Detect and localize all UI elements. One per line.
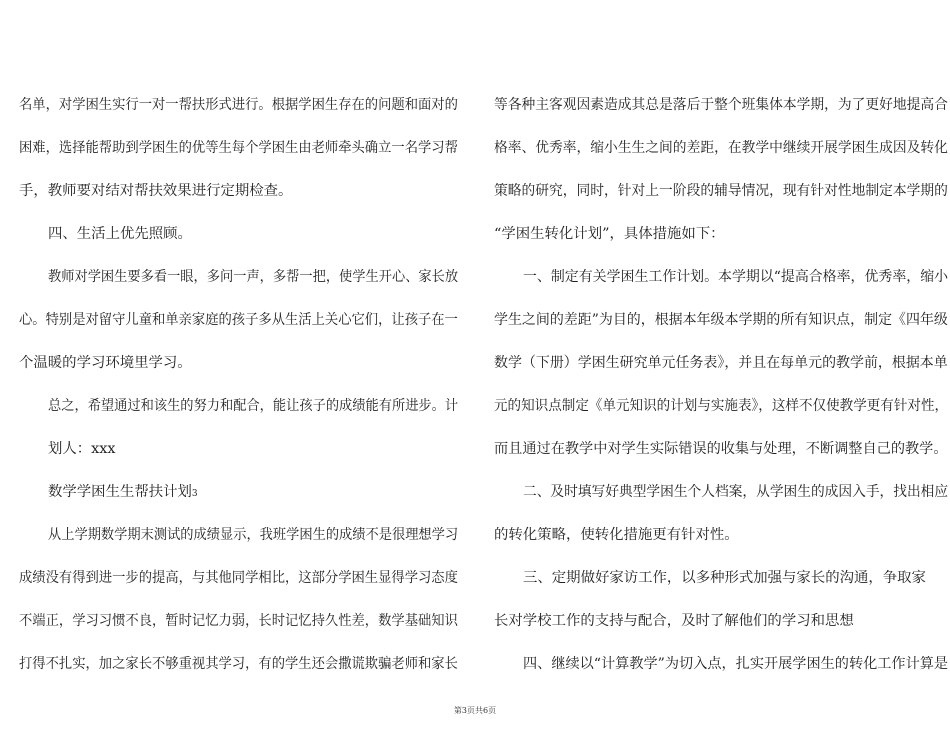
text-line: 困难，选择能帮助到学困生的优等生每个学困生由老师牵头确立一名学习帮 <box>19 140 458 156</box>
text-line: 手，教师要对结对帮扶效果进行定期检查。 <box>19 183 293 199</box>
text-line: 一、制定有关学困生工作计划。本学期以“提高合格率，优秀率，缩小 <box>523 269 949 285</box>
text-line: 个温暖的学习环境里学习。 <box>19 355 192 371</box>
text-line: 策略的研究，同时，针对上一阶段的辅导情况，现有针对性地制定本学期的 <box>494 183 948 199</box>
document-title <box>48 483 198 501</box>
text-line: 四、继续以“计算教学”为切入点，扎实开展学困生的转化工作计算是 <box>523 656 949 672</box>
text-line: 三、定期做好家访工作，以多种形式加强与家长的沟通，争取家 <box>523 570 926 586</box>
text-line: 二、及时填写好典型学困生个人档案，从学困生的成因入手，找出相应 <box>523 484 949 500</box>
text-line: 元的知识点制定《单元知识的计划与实施表》，这样不仅使教学更有针对性， <box>494 398 949 414</box>
left-column <box>0 0 460 700</box>
document-title-number: 3 <box>191 489 198 499</box>
section-heading: 四、生活上优先照顾。 <box>48 226 192 242</box>
text-line: “学困生转化计划”，具体措施如下： <box>494 226 725 242</box>
text-line: 长对学校工作的支持与配合，及时了解他们的学习和思想 <box>494 613 854 629</box>
text-line: 心。特别是对留守儿童和单亲家庭的孩子多从生活上关心它们，让孩子在一 <box>19 312 458 328</box>
text-line: 成绩没有得到进一步的提高，与其他同学相比，这部分学困生显得学习态度 <box>19 570 458 586</box>
text-line: 教师对学困生要多看一眼，多问一声，多帮一把，使学生开心、家长放 <box>48 269 459 285</box>
right-column <box>485 0 950 700</box>
text-line: 名单，对学困生实行一对一帮扶形式进行。根据学困生存在的问题和面对的 <box>19 97 458 113</box>
author-line: 划人：xxx <box>48 441 116 457</box>
document-title-text: 数学学困生生帮扶计划 <box>48 484 192 500</box>
text-line: 等各种主客观因素造成其总是落后于整个班集体本学期，为了更好地提高合 <box>494 97 948 113</box>
text-line: 打得不扎实，加之家长不够重视其学习，有的学生还会撒谎欺骗老师和家长 <box>19 656 458 672</box>
text-line: 总之，希望通过和该生的努力和配合，能让孩子的成绩能有所进步。计 <box>48 398 459 414</box>
text-line: 的转化策略，使转化措施更有针对性。 <box>494 527 739 543</box>
text-line: 从上学期数学期末测试的成绩显示，我班学困生的成绩不是很理想学习 <box>48 527 459 543</box>
text-line: 不端正，学习习惯不良，暂时记忆力弱，长时记忆持久性差，数学基础知识 <box>19 613 458 629</box>
text-line: 格率、优秀率，缩小生生之间的差距，在教学中继续开展学困生成因及转化 <box>494 140 948 156</box>
text-line: 而且通过在教学中对学生实际错误的收集与处理，不断调整自己的教学。 <box>494 441 948 457</box>
page-footer: 第3页共6页 <box>453 706 497 715</box>
text-line: 数学（下册）学困生研究单元任务表》，并且在每单元的教学前，根据本单 <box>494 355 948 371</box>
text-line: 学生之间的差距”为目的，根据本年级本学期的所有知识点，制定《四年级 <box>494 312 948 328</box>
